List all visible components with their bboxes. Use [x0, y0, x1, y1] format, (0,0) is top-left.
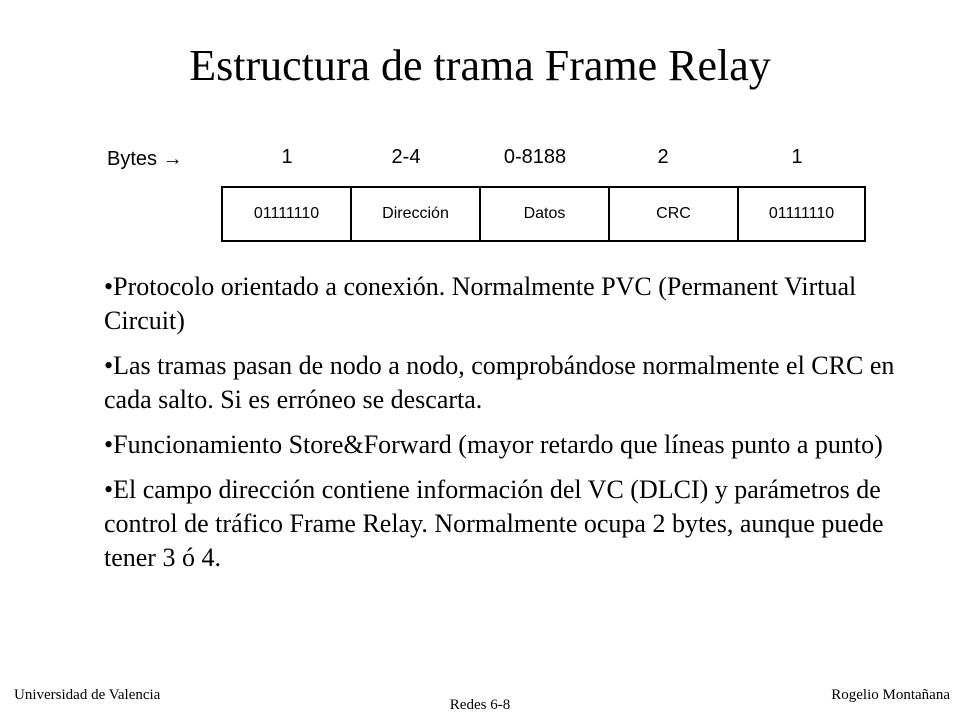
frame-field-data: Datos [480, 187, 609, 241]
byte-size-flag-start: 1 [281, 146, 293, 168]
footer-page-number: Redes 6-8 [449, 697, 511, 713]
frame-field-flag-end: 01111110 [738, 187, 865, 241]
bullet-item: •El campo dirección contiene información del VC (DLCI) y parámetros de control de tráfico Frame Relay. Normalmente ocupa 2 bytes, aunque puede tener 3 ó 4. [104, 475, 884, 572]
bullet-item: •Protocolo orientado a conexión. Normalmente PVC (Permanent Virtual Circuit) [104, 272, 857, 335]
frame-field-address: Dirección [351, 187, 480, 241]
bullet-text: Las tramas pasan de nodo a nodo, comprobándose normalmente el CRC en cada salto. Si es erróneo se descarta. [104, 351, 895, 414]
bullet-text: El campo dirección contiene información del VC (DLCI) y parámetros de control de tráfico Frame Relay. Normalmente ocupa 2 bytes, aunque puede tener 3 ó 4. [104, 475, 884, 572]
bullet-text: Funcionamiento Store&Forward (mayor retardo que líneas punto a punto) [113, 430, 883, 459]
byte-size-crc: 2 [657, 146, 669, 168]
slide-title: Estructura de trama Frame Relay [189, 41, 771, 90]
bullet-text: Protocolo orientado a conexión. Normalmente PVC (Permanent Virtual Circuit) [104, 272, 857, 335]
frame-row [222, 187, 865, 241]
bytes-label-text: Bytes [107, 148, 158, 170]
frame-field-flag-start: 01111110 [222, 187, 351, 241]
footer-university: Universidad de Valencia [14, 687, 161, 703]
byte-size-flag-end: 1 [791, 146, 803, 168]
bullet-item: •Las tramas pasan de nodo a nodo, comprobándose normalmente el CRC en cada salto. Si es erróneo se descarta. [104, 351, 895, 414]
footer-author: Rogelio Montañana [831, 687, 950, 703]
byte-size-address: 2-4 [391, 146, 421, 168]
right-arrow-icon: → [162, 148, 183, 170]
frame-structure-table [221, 186, 866, 242]
byte-size-data: 0-8188 [503, 146, 567, 168]
bullet-list [104, 270, 904, 586]
bytes-label [107, 146, 183, 172]
bullet-item: •Funcionamiento Store&Forward (mayor retardo que líneas punto a punto) [104, 430, 883, 459]
frame-field-crc: CRC [609, 187, 738, 241]
